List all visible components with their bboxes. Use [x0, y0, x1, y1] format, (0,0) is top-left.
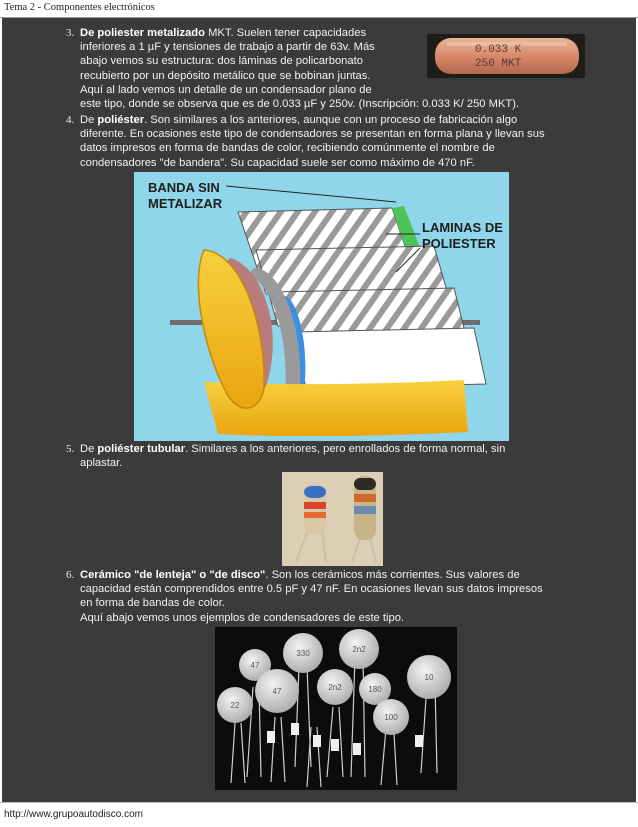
label-banda-1: BANDA SIN — [148, 180, 220, 195]
page-footer — [0, 802, 638, 827]
disc-label-9: 22 — [230, 701, 240, 710]
item-6-line-1 — [80, 568, 543, 582]
disc-label-4: 10 — [424, 673, 434, 682]
item-5-line-1-rest: . Similares a los anteriores, pero enrollados de forma normal, sin — [185, 443, 506, 455]
disc-label-3: 2n2 — [352, 645, 366, 654]
item-6-line-1-rest: . Son los cerámicos más corrientes. Sus valores de — [265, 569, 520, 581]
mkt-label-line2: 250 MKT — [475, 58, 522, 70]
item-number-5: 5. — [66, 443, 75, 455]
item-number-3: 3. — [66, 27, 75, 39]
item-3-line-4: recubierto por un depósito metálico que se bobinan juntas. — [80, 69, 371, 82]
item-5-bold: poliéster tubular — [97, 443, 186, 455]
page-header — [0, 0, 638, 18]
item-6-line-3: en forma de bandas de color. — [80, 597, 225, 610]
item-6-line-2: capacidad están comprendidos entre 0.5 pF y 47 nF. En ocasiones llevan sus datos impresos — [80, 583, 543, 596]
item-4-bold: poliéster — [97, 114, 145, 126]
mkt-capacitor-photo — [427, 34, 585, 78]
item-number-4: 4. — [66, 114, 75, 126]
label-laminas-2: POLIESTER — [422, 236, 496, 251]
item-4-line-3: datos impresos en forma de bandas de color, recibiendo comúnmente el nombre de — [80, 142, 495, 155]
disc-label-2: 330 — [296, 649, 310, 658]
item-3-bold: De poliester metalizado — [80, 27, 205, 39]
item-5-text — [80, 442, 505, 470]
header-title: Tema 2 - Componentes electrónicos — [4, 2, 155, 13]
disc-label-1: 47 — [250, 661, 260, 670]
item-6-text — [80, 568, 543, 625]
item-4-pre: De — [80, 114, 98, 126]
disc-label-5: 47 — [272, 687, 282, 696]
polyester-structure-diagram — [134, 172, 509, 441]
tubular-capacitors-photo — [282, 472, 383, 566]
item-3-line-6: este tipo, donde se observa que es de 0.033 µF y 250v. (Inscripción: 0.033 K/ 250 MKT). — [80, 98, 520, 111]
mkt-label-line1: 0.033 K — [475, 44, 522, 56]
item-4-line-1-rest: . Son similares a los anteriores, aunque con un proceso de fabricación algo — [144, 114, 518, 126]
ceramic-disc-capacitors-photo — [215, 627, 457, 790]
item-6-line-4: Aquí abajo vemos unos ejemplos de condensadores de este tipo. — [80, 611, 405, 624]
polyester-structure-illustration — [134, 172, 509, 441]
item-5-line-1 — [80, 442, 505, 456]
disc-label-8: 100 — [384, 713, 398, 722]
item-5-line-2: aplastar. — [80, 457, 123, 470]
item-5-pre: De — [80, 443, 98, 455]
item-number-6: 6. — [66, 569, 75, 581]
item-4-line-4: condensadores "de bandera". Su capacidad suele ser como máximo de 470 nF. — [80, 156, 475, 169]
item-3-line-5: Aquí al lado vemos un detalle de un condensador plano de — [80, 83, 372, 96]
item-3-line-1-rest: MKT. Suelen tener capacidades — [204, 27, 367, 39]
item-4-text — [80, 113, 545, 170]
disc-label-7: 180 — [368, 685, 382, 694]
disc-label-6: 2n2 — [328, 683, 342, 692]
item-6-bold: Cerámico "de lenteja" o "de disco" — [80, 569, 266, 581]
item-3-line-2: inferiores a 1 µF y tensiones de trabajo a partir de 63v. Más — [80, 41, 375, 54]
label-laminas-1: LAMINAS DE — [422, 220, 503, 235]
footer-url[interactable]: http://www.grupoautodisco.com — [4, 809, 143, 820]
label-banda-2: METALIZAR — [148, 196, 223, 211]
ceramic-discs-illustration — [215, 627, 457, 790]
mkt-capacitor-illustration — [427, 34, 585, 78]
tubular-capacitors-illustration — [282, 472, 383, 566]
item-4-line-1 — [80, 113, 545, 127]
item-3-line-3: abajo vemos su estructura: dos láminas de policarbonato — [80, 55, 363, 68]
item-4-line-2: diferente. En ocasiones este tipo de condensadores se presentan en forma plana y llevan sus — [80, 128, 545, 141]
